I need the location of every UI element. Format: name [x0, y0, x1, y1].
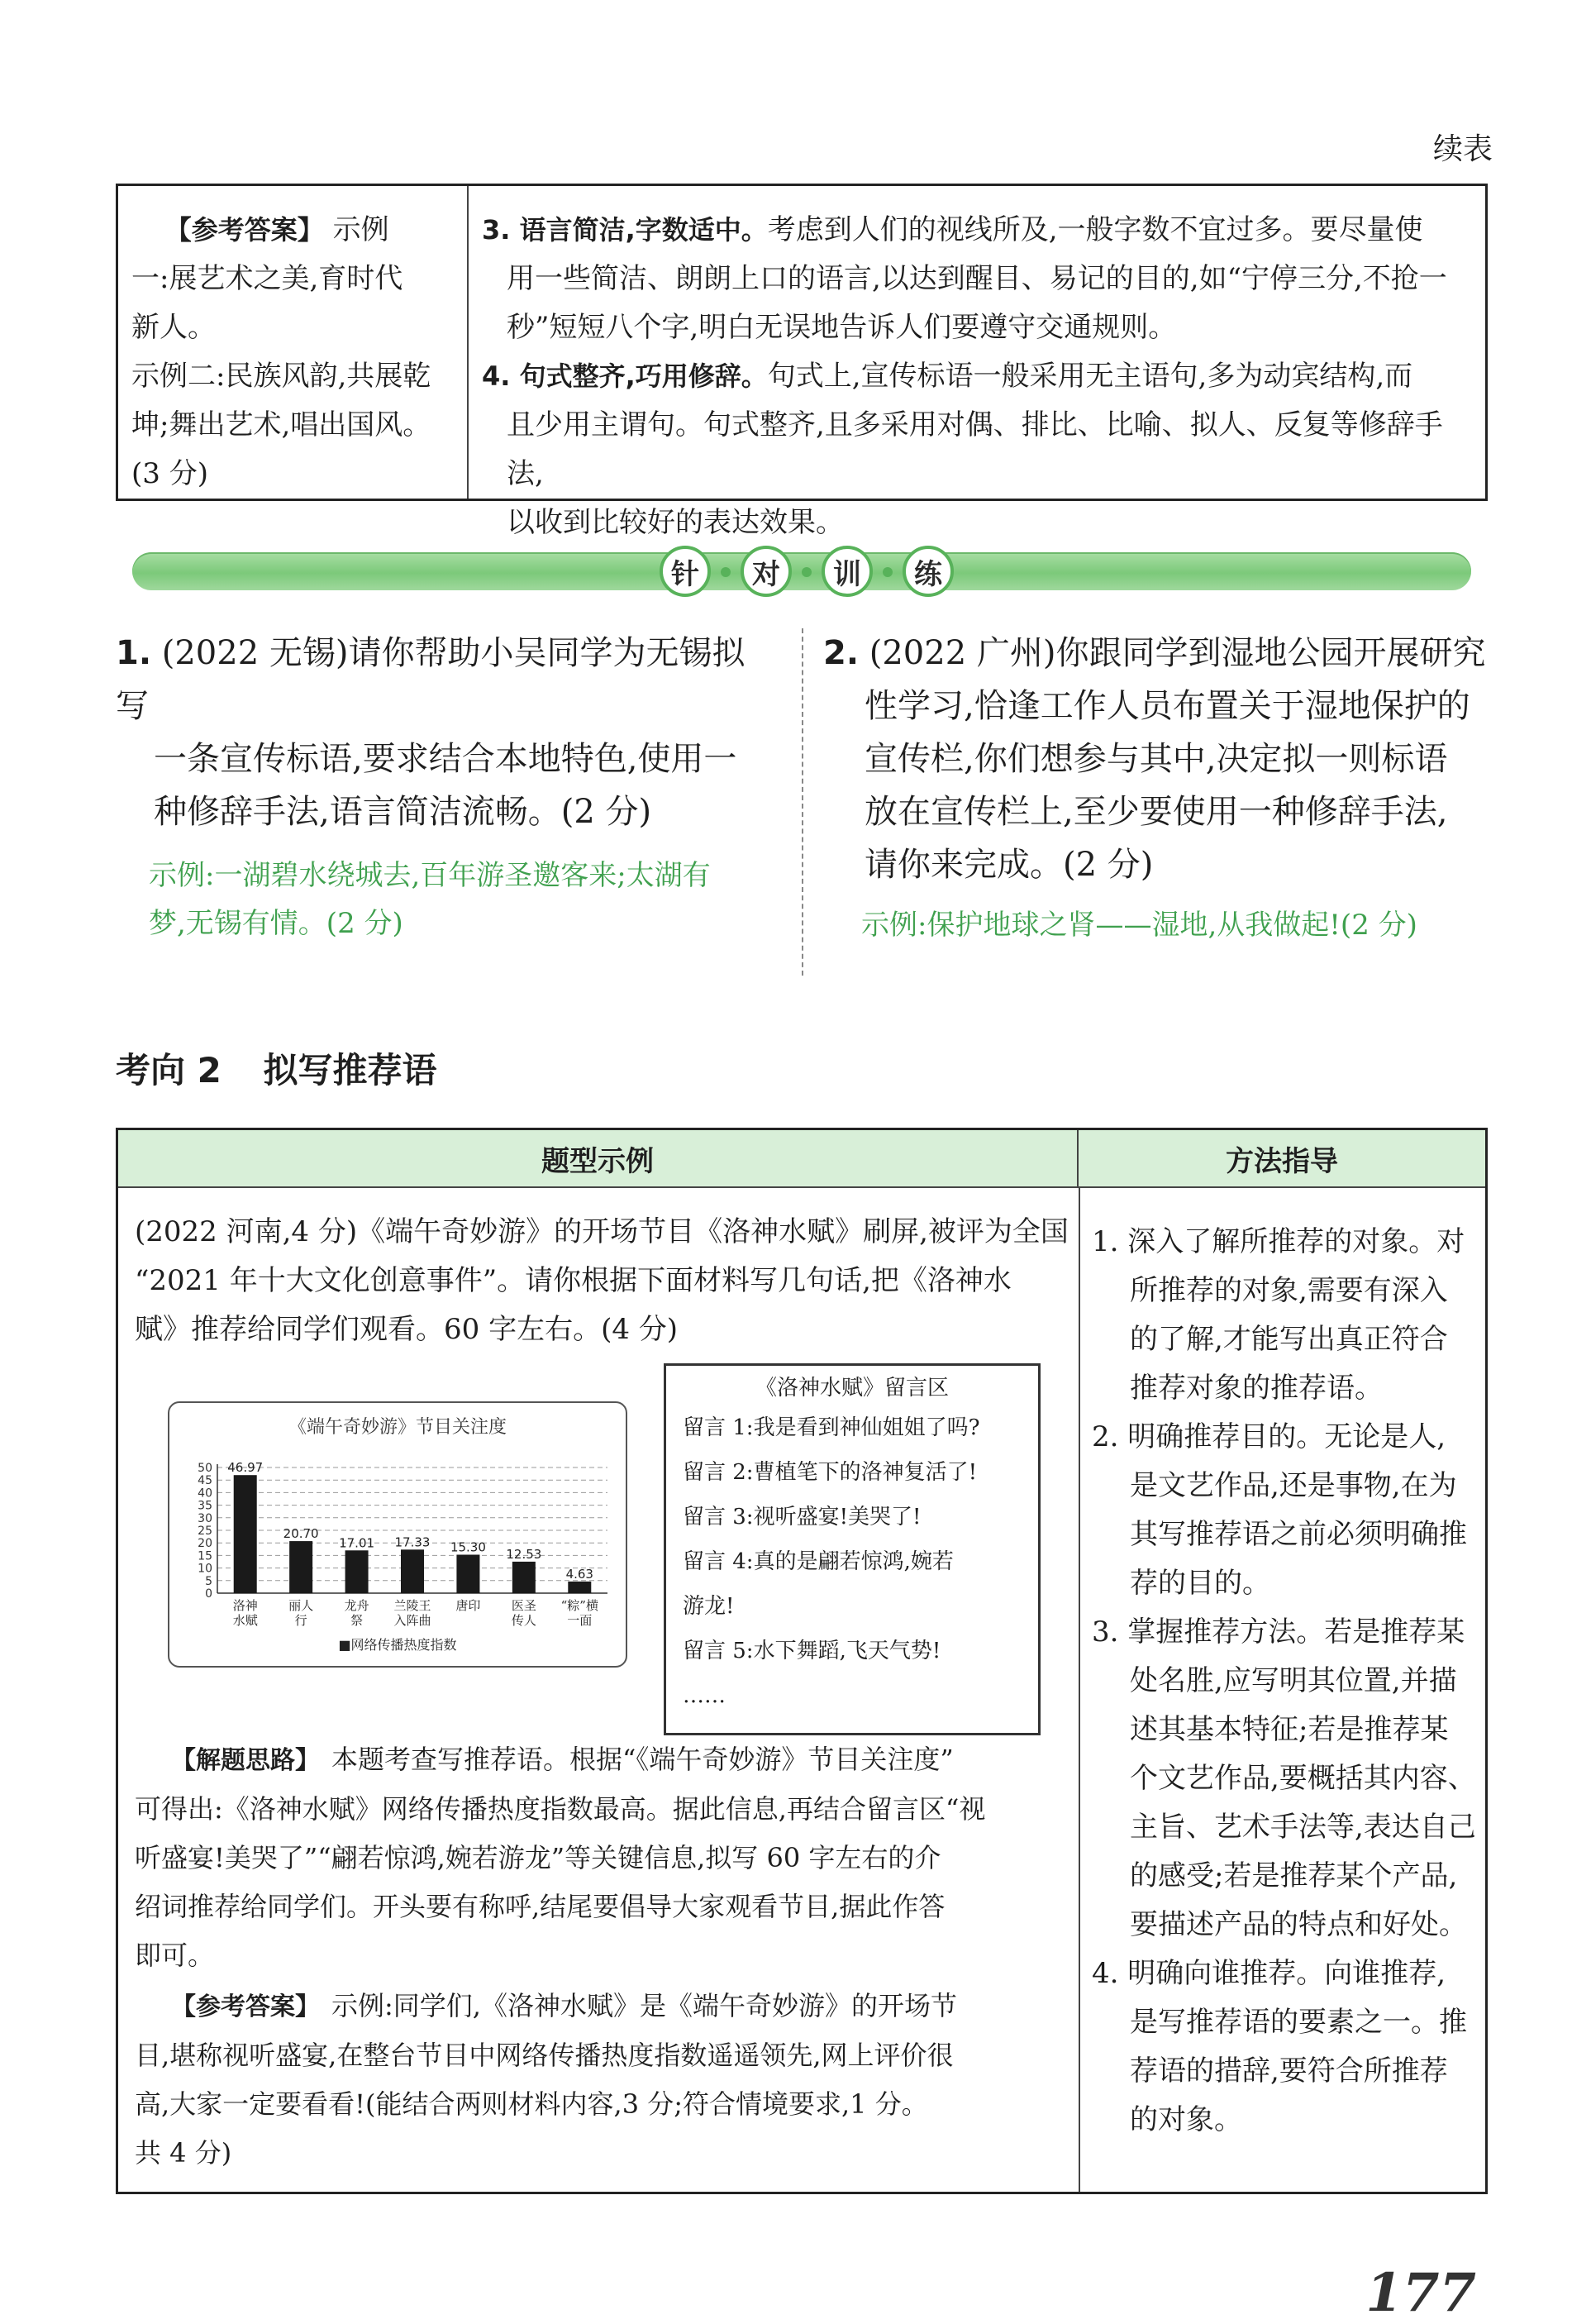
banner-dot [721, 567, 731, 577]
answer-line: 高,大家一定要看看!(能结合两则材料内容,3 分;符合情境要求,1 分。 [135, 2088, 928, 2120]
tip-text: 句式上,宣传标语一般采用无主语句,多为动宾结构,而 [767, 360, 1413, 393]
question-line [823, 627, 1501, 680]
banner-dot [883, 567, 893, 577]
question-line: 性学习,恰逢工作人员布置关于湿地保护的 [865, 687, 1470, 725]
attention-chart [168, 1401, 627, 1668]
reference-answer-cell [118, 186, 469, 499]
prompt-line: 赋》推荐给同学们观看。60 字左右。(4 分) [135, 1313, 679, 1346]
answer-line: 坤;舞出艺术,唱出国风。 [131, 408, 431, 441]
question-number: 1. [116, 634, 152, 672]
method-number: 1. [1092, 1225, 1119, 1258]
answer-line: 示例:一湖碧水绕城去,百年游圣邀客来;太湖有 [149, 859, 711, 892]
method-line [1092, 1413, 1480, 1462]
y-tick-label: 25 [198, 1525, 212, 1538]
method-item [1092, 1608, 1480, 1949]
chart-bar [289, 1541, 312, 1593]
question-prompt [135, 1208, 1069, 1354]
column-divider [1079, 1188, 1080, 2192]
tips-cell [469, 186, 1485, 539]
method-number: 3. [1092, 1615, 1119, 1649]
method-number: 4. [1092, 1957, 1119, 1990]
chart-bar [234, 1475, 257, 1593]
analysis-label: 【解题思路】 [171, 1746, 320, 1775]
method-item [1092, 1949, 1480, 2145]
chart-title: 《端午奇妙游》节目关注度 [288, 1417, 507, 1438]
method-line: 所推荐的对象,需要有深入 [1130, 1274, 1448, 1307]
answer-line [135, 1982, 1069, 2031]
continued-table [116, 184, 1488, 539]
method-text: 明确向谁推荐。向谁推荐, [1127, 1957, 1446, 1990]
x-tick-label: 医圣 [511, 1598, 536, 1613]
question-line: 种修辞手法,语言简洁流畅。(2 分) [154, 793, 652, 831]
tip-heading: 4. 句式整齐,巧用修辞。 [482, 360, 768, 392]
y-tick-label: 45 [198, 1474, 212, 1488]
answer-line: 目,堪称视听盛宴,在整台节目中网络传播热度指数遥遥领先,网上评价很 [135, 2040, 954, 2071]
question-1 [116, 627, 777, 947]
analysis-line: 可得出:《洛神水赋》网络传播热度指数最高。据此信息,再结合留言区“视 [135, 1793, 986, 1825]
banner-char: 对 [741, 546, 792, 597]
banner-char: 练 [903, 546, 954, 597]
banner-dot [802, 567, 812, 577]
y-tick-label: 5 [205, 1574, 212, 1588]
y-tick-label: 50 [198, 1462, 212, 1475]
comment-item: 留言 1:我是看到神仙姐姐了吗? [683, 1415, 980, 1440]
answer-line: 共 4 分) [135, 2137, 232, 2169]
bar-value-label: 12.53 [506, 1546, 542, 1562]
question-text: (2022 无锡)请你帮助小吴同学为无锡拟写 [116, 634, 746, 725]
column-divider [802, 628, 803, 976]
method-line: 推荐对象的推荐语。 [1130, 1372, 1383, 1405]
tip-item [482, 206, 1475, 352]
x-tick-label: 入阵曲 [393, 1613, 431, 1628]
y-tick-label: 30 [198, 1511, 212, 1525]
analysis-line: 听盛宴!美哭了”“翩若惊鸿,婉若游龙”等关键信息,拟写 60 字左右的介 [135, 1842, 941, 1873]
tip-line: 秒”短短八个字,明白无误地告诉人们要遵守交通规则。 [507, 311, 1177, 344]
tip-first-line [482, 352, 1475, 401]
method-line: 的了解,才能写出真正符合 [1130, 1323, 1448, 1356]
tip-line: 用一些简洁、朗朗上口的语言,以达到醒目、易记的目的,如“宁停三分,不抢一 [507, 262, 1447, 295]
question-text: (2022 广州)你跟同学到湿地公园开展研究 [869, 634, 1486, 672]
header-examples: 题型示例 [118, 1130, 1079, 1188]
chart-bar [345, 1550, 369, 1593]
section-number: 考向 2 [116, 1050, 222, 1090]
method-line: 述其基本特征;若是推荐某 [1130, 1713, 1449, 1746]
bar-value-label: 17.33 [394, 1534, 431, 1550]
x-tick-label: “粽”横 [560, 1598, 598, 1613]
analysis-line [135, 1735, 1069, 1785]
y-tick-label: 10 [198, 1562, 212, 1576]
continued-label: 续表 [1432, 132, 1493, 166]
comment-area [664, 1363, 1041, 1735]
comment-item: 留言 4:真的是翩若惊鸿,婉若 [683, 1549, 954, 1574]
comment-item: 游龙! [683, 1594, 735, 1619]
analysis-block [135, 1735, 1069, 1980]
analysis-line: 绍词推荐给同学们。开头要有称呼,结尾要倡导大家观看节目,据此作答 [135, 1891, 946, 1922]
method-line: 的感受;若是推荐某个产品, [1130, 1859, 1458, 1892]
x-tick-label: 水赋 [232, 1613, 258, 1628]
x-tick-label: 洛神 [232, 1598, 258, 1613]
method-text: 明确推荐目的。无论是人, [1127, 1420, 1446, 1453]
tip-line: 且少用主谓句。句式整齐,且多采用对偶、排比、比喻、拟人、反复等修辞手法, [507, 408, 1443, 490]
header-methods: 方法指导 [1079, 1130, 1485, 1188]
bar-value-label: 15.30 [450, 1539, 486, 1555]
answer-text: 示例:同学们,《洛神水赋》是《端午奇妙游》的开场节 [331, 1990, 957, 2021]
x-tick-label: 唐印 [455, 1598, 481, 1613]
y-tick-label: 15 [198, 1549, 212, 1563]
answer-label: 【参考答案】 [171, 1992, 320, 2021]
method-item [1092, 1413, 1480, 1608]
answer-line: (3 分) [131, 457, 208, 490]
section-heading [116, 1043, 437, 1093]
answer-label: 【参考答案】 [164, 214, 324, 246]
question-line [116, 627, 777, 733]
answer-text: 示例 [332, 213, 389, 246]
question-line: 放在宣传栏上,至少要使用一种修辞手法, [865, 793, 1448, 831]
x-tick-label: 传人 [511, 1613, 536, 1628]
method-number: 2. [1092, 1420, 1119, 1453]
answer-line: 梦,无锡有情。(2 分) [149, 907, 403, 940]
question-number: 2. [823, 634, 860, 672]
reference-answer-block [135, 1982, 1069, 2178]
bar-value-label: 46.97 [227, 1460, 264, 1476]
section-title: 拟写推荐语 [263, 1050, 437, 1090]
bar-value-label: 20.70 [283, 1526, 319, 1542]
method-line: 处名胜,应写明其位置,并描 [1130, 1664, 1457, 1697]
tip-first-line [482, 206, 1475, 255]
answer-line: 新人。 [131, 311, 216, 344]
bar-value-label: 4.63 [565, 1566, 593, 1582]
chart-bar [456, 1554, 479, 1593]
tip-item [482, 352, 1475, 547]
question-line: 请你来完成。(2 分) [865, 846, 1154, 884]
y-tick-label: 20 [198, 1537, 212, 1551]
chart-bar [512, 1562, 536, 1593]
method-line: 主旨、艺术手法等,表达自己 [1130, 1811, 1476, 1844]
banner-char: 训 [822, 546, 873, 597]
method-line: 荐的目的。 [1130, 1567, 1270, 1600]
x-tick-label: 行 [294, 1613, 307, 1628]
y-tick-label: 40 [198, 1487, 212, 1501]
method-line: 要描述产品的特点和好处。 [1130, 1908, 1467, 1941]
y-tick-label: 0 [205, 1587, 212, 1601]
prompt-line: (2022 河南,4 分)《端午奇妙游》的开场节目《洛神水赋》刷屏,被评为全国 [135, 1215, 1069, 1248]
method-guidance [1092, 1218, 1480, 2145]
x-tick-label: 丽人 [288, 1598, 314, 1613]
method-line [1092, 1218, 1480, 1267]
method-line: 荐语的措辞,要符合所推荐 [1130, 2054, 1448, 2088]
comment-title: 《洛神水赋》留言区 [755, 1376, 949, 1401]
method-line: 的对象。 [1130, 2103, 1242, 2136]
comment-item: 留言 5:水下舞蹈,飞天气势! [683, 1639, 941, 1663]
chart-bar [401, 1549, 424, 1593]
method-line: 是文艺作品,还是事物,在为 [1130, 1469, 1457, 1502]
method-line [1092, 1949, 1480, 1998]
chart-svg [169, 1403, 626, 1666]
tip-text: 考虑到人们的视线所及,一般字数不宜过多。要尽量使 [767, 213, 1423, 246]
tip-heading: 3. 语言简洁,字数适中。 [482, 214, 768, 246]
method-item [1092, 1218, 1480, 1413]
banner-char: 针 [660, 546, 711, 597]
page-number: 177 [1365, 2262, 1476, 2324]
answer-line [131, 206, 457, 255]
chart-legend: ■网络传播热度指数 [338, 1637, 457, 1653]
x-tick-label: 龙舟 [344, 1598, 369, 1613]
answer-line: 示例:保护地球之肾——湿地,从我做起!(2 分) [861, 909, 1417, 942]
example-table [116, 1128, 1488, 2194]
comment-item: 留言 2:曹植笔下的洛神复活了! [683, 1460, 978, 1485]
prompt-line: “2021 年十大文化创意事件”。请你根据下面材料写几句话,把《洛神水 [135, 1264, 1012, 1297]
x-tick-label: 一面 [567, 1613, 593, 1628]
comment-item: …… [683, 1683, 726, 1708]
method-line: 个文艺作品,要概括其内容、 [1130, 1762, 1476, 1795]
method-line: 是写推荐语的要素之一。推 [1130, 2006, 1467, 2039]
question-line: 一条宣传标语,要求结合本地特色,使用一 [154, 740, 737, 778]
analysis-text: 本题考查写推荐语。根据“《端午奇妙游》节目关注度” [331, 1744, 954, 1775]
bar-value-label: 17.01 [339, 1535, 375, 1551]
tip-line: 以收到比较好的表达效果。 [507, 506, 844, 539]
method-text: 深入了解所推荐的对象。对 [1127, 1225, 1465, 1258]
question-2 [823, 627, 1501, 949]
question-line: 宣传栏,你们想参与其中,决定拟一则标语 [865, 740, 1448, 778]
comment-item: 留言 3:视听盛宴!美哭了! [683, 1505, 922, 1529]
answer-line: 示例二:民族风韵,共展乾 [131, 360, 431, 393]
method-line: 其写推荐语之前必须明确推 [1130, 1518, 1467, 1551]
chart-bar [568, 1582, 591, 1593]
method-line [1092, 1608, 1480, 1657]
x-tick-label: 祭 [350, 1613, 364, 1628]
analysis-line: 即可。 [135, 1940, 215, 1971]
x-tick-label: 兰陵王 [393, 1598, 431, 1613]
answer-line: 一:展艺术之美,育时代 [131, 262, 403, 295]
y-tick-label: 35 [198, 1499, 212, 1513]
method-text: 掌握推荐方法。若是推荐某 [1127, 1615, 1465, 1649]
